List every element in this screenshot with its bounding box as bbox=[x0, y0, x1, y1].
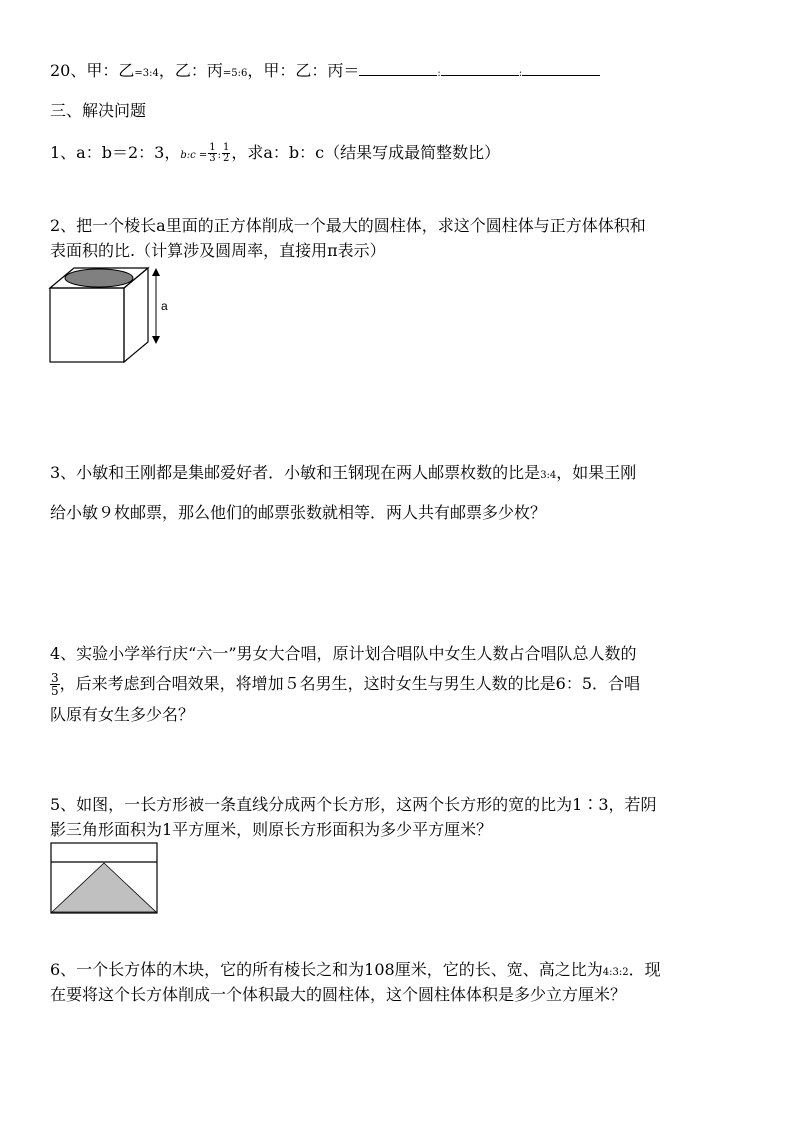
p3-line1a: 3、小敏和王刚都是集邮爱好者．小敏和王钢现在两人邮票枚数的比是 bbox=[50, 463, 541, 482]
p1-frac1-num: 1 bbox=[209, 142, 216, 153]
cylinder-top-ellipse bbox=[65, 269, 133, 287]
p3-line1b: ，如果王刚 bbox=[556, 463, 637, 482]
answer-blank-1[interactable] bbox=[359, 61, 437, 76]
p3-ratio: 3:4 bbox=[540, 470, 557, 481]
arrow-up-icon bbox=[152, 268, 160, 276]
p1-expr: b:c = bbox=[180, 150, 208, 161]
p1-text2: ，求a：b：c（结果写成最简整数比） bbox=[231, 143, 501, 162]
shaded-triangle bbox=[52, 863, 156, 912]
p1-colon: : bbox=[217, 150, 222, 161]
p4-line2: ，后来考虑到合唱效果，将增加５名男生，这时女生与男生人数的比是6：5．合唱 bbox=[59, 674, 641, 693]
q20-sep1: : bbox=[437, 68, 441, 79]
problem-3-line-2: 给小敏９枚邮票，那么他们的邮票张数就相等．两人共有邮票多少枚？ bbox=[50, 503, 547, 522]
q20-sep2: : bbox=[518, 68, 523, 79]
section-title: 三、解决问题 bbox=[50, 101, 147, 120]
problem-5-line-1: 5、如图，一长方形被一条直线分成两个长方形，这两个长方形的宽的比为1∶3，若阴 bbox=[50, 795, 657, 814]
q20-mid2: ，甲：乙：丙＝ bbox=[247, 61, 360, 80]
p1-frac2-num: 1 bbox=[223, 142, 230, 153]
answer-blank-3[interactable] bbox=[522, 61, 600, 76]
question-20 bbox=[50, 60, 750, 85]
problem-6-line-2: 在要将这个长方体削成一个体积最大的圆柱体，这个圆柱体体积是多少立方厘米？ bbox=[50, 985, 627, 1004]
problem-4-line-2 bbox=[50, 670, 750, 698]
dimension-label: a bbox=[161, 299, 168, 313]
p1-frac2-den: 2 bbox=[223, 153, 230, 164]
problem-5-line-2: 影三角形面积为1平方厘米，则原长方形面积为多少平方厘米？ bbox=[50, 820, 493, 839]
p1-text1: 1、a：b＝2：3， bbox=[50, 143, 181, 162]
p6-line1a: 6、一个长方体的木块，它的所有棱长之和为108厘米，它的长、宽、高之比为 bbox=[50, 960, 603, 979]
arrow-down-icon bbox=[152, 336, 160, 344]
answer-blank-2[interactable] bbox=[441, 61, 519, 76]
p1-frac2 bbox=[222, 143, 230, 164]
p1-frac1 bbox=[208, 143, 216, 164]
problem-1 bbox=[50, 140, 750, 169]
p4-frac-num: 3 bbox=[51, 671, 59, 685]
p1-frac1-den: 3 bbox=[209, 153, 216, 164]
q20-ratio2: =5:6 bbox=[222, 68, 248, 79]
problem-6-line-1 bbox=[50, 959, 750, 984]
problem-2-line-1: 2、把一个棱长a里面的正方体削成一个最大的圆柱体，求这个圆柱体与正方体体积和 bbox=[50, 216, 646, 235]
q20-prefix: 20、甲：乙 bbox=[50, 61, 135, 80]
problem-4-line-3: 队原有女生多少名？ bbox=[50, 705, 195, 724]
p4-frac-den: 5 bbox=[51, 684, 59, 698]
rectangle-diagram bbox=[50, 842, 160, 916]
cube-front-face bbox=[50, 288, 124, 362]
problem-2-line-2: 表面积的比.（计算涉及圆周率，直接用π表示） bbox=[50, 241, 386, 260]
problem-4-line-1: 4、实验小学举行庆“六一”男女大合唱，原计划合唱队中女生人数占合唱队总人数的 bbox=[50, 644, 637, 663]
q20-mid1: ，乙：丙 bbox=[158, 61, 223, 80]
q20-ratio1: =3:4 bbox=[134, 68, 159, 79]
p4-frac bbox=[50, 672, 60, 697]
problem-3-line-1 bbox=[50, 462, 750, 487]
p6-line1b: ．现 bbox=[628, 960, 661, 979]
p6-ratio: 4:3:2 bbox=[602, 967, 629, 978]
cube-diagram bbox=[48, 264, 178, 366]
